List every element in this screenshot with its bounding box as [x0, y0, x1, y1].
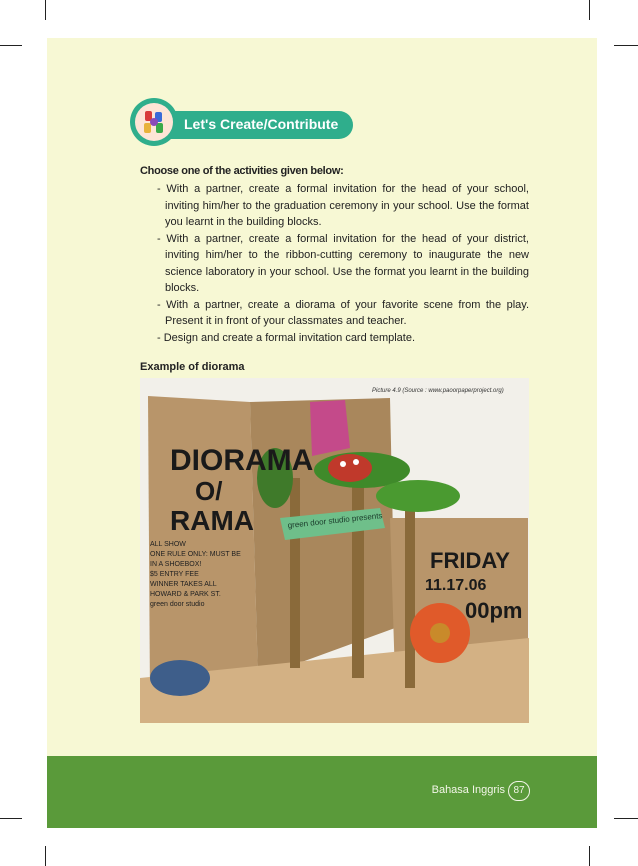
crop-mark — [45, 0, 46, 20]
crop-mark — [614, 45, 638, 46]
book-title: Bahasa Inggris — [431, 784, 505, 796]
diorama-photo — [140, 378, 529, 723]
crop-mark — [0, 45, 22, 46]
list-item: - Design and create a formal invitation card template. — [157, 331, 416, 344]
scribble-line: $5 ENTRY FEE — [150, 571, 199, 578]
crop-mark — [0, 818, 22, 819]
diorama-sign-line: DIORAMA — [170, 444, 314, 477]
scribble-line: ALL SHOW — [150, 541, 186, 548]
scribble-line: ONE RULE ONLY: MUST BE — [150, 551, 241, 558]
crop-mark — [45, 846, 46, 866]
diorama-sign-line: RAMA — [170, 505, 254, 536]
scribble-line: WINNER TAKES ALL — [150, 581, 217, 588]
list-item: - With a partner, create a formal invitation for the head of your district, inviting him/her to the ribbon-cutting ceremony to inaugurate the new science laboratory in your school. Use the format you learnt in the building blocks. — [157, 232, 529, 294]
activities-intro: Choose one of the activities given below: — [140, 165, 344, 177]
photo-caption: Picture 4.9 (Source : www.paoorpaperproject.org) — [372, 388, 504, 394]
friday-sign-line: 00pm — [465, 598, 523, 623]
activities-list — [157, 181, 529, 346]
list-item: - With a partner, create a diorama of your favorite scene from the play. Present it in front of your classmates and teacher. — [157, 298, 529, 327]
hands-circle-icon — [130, 98, 178, 146]
crop-mark — [614, 818, 638, 819]
page-number: 87 — [508, 781, 530, 801]
list-item: - With a partner, create a formal invitation for the head of your school, inviting him/her to the graduation ceremony in your school. Use the format you learnt in the building blocks. — [157, 183, 529, 228]
scribble-line: IN A SHOEBOX! — [150, 561, 202, 568]
friday-sign-line: 11.17.06 — [425, 577, 487, 594]
scribble-line: HOWARD & PARK ST. — [150, 591, 221, 598]
section-title: Let's Create/Contribute — [184, 116, 339, 132]
friday-sign-line: FRIDAY — [430, 548, 510, 573]
diorama-sign-line: O/ — [195, 476, 223, 506]
example-heading: Example of diorama — [140, 361, 245, 373]
crop-mark — [589, 0, 590, 20]
page-footer — [47, 756, 597, 828]
ribbon-text: green door studio presents — [287, 511, 383, 530]
crop-mark — [589, 846, 590, 866]
scribble-line: green door studio — [150, 601, 205, 608]
